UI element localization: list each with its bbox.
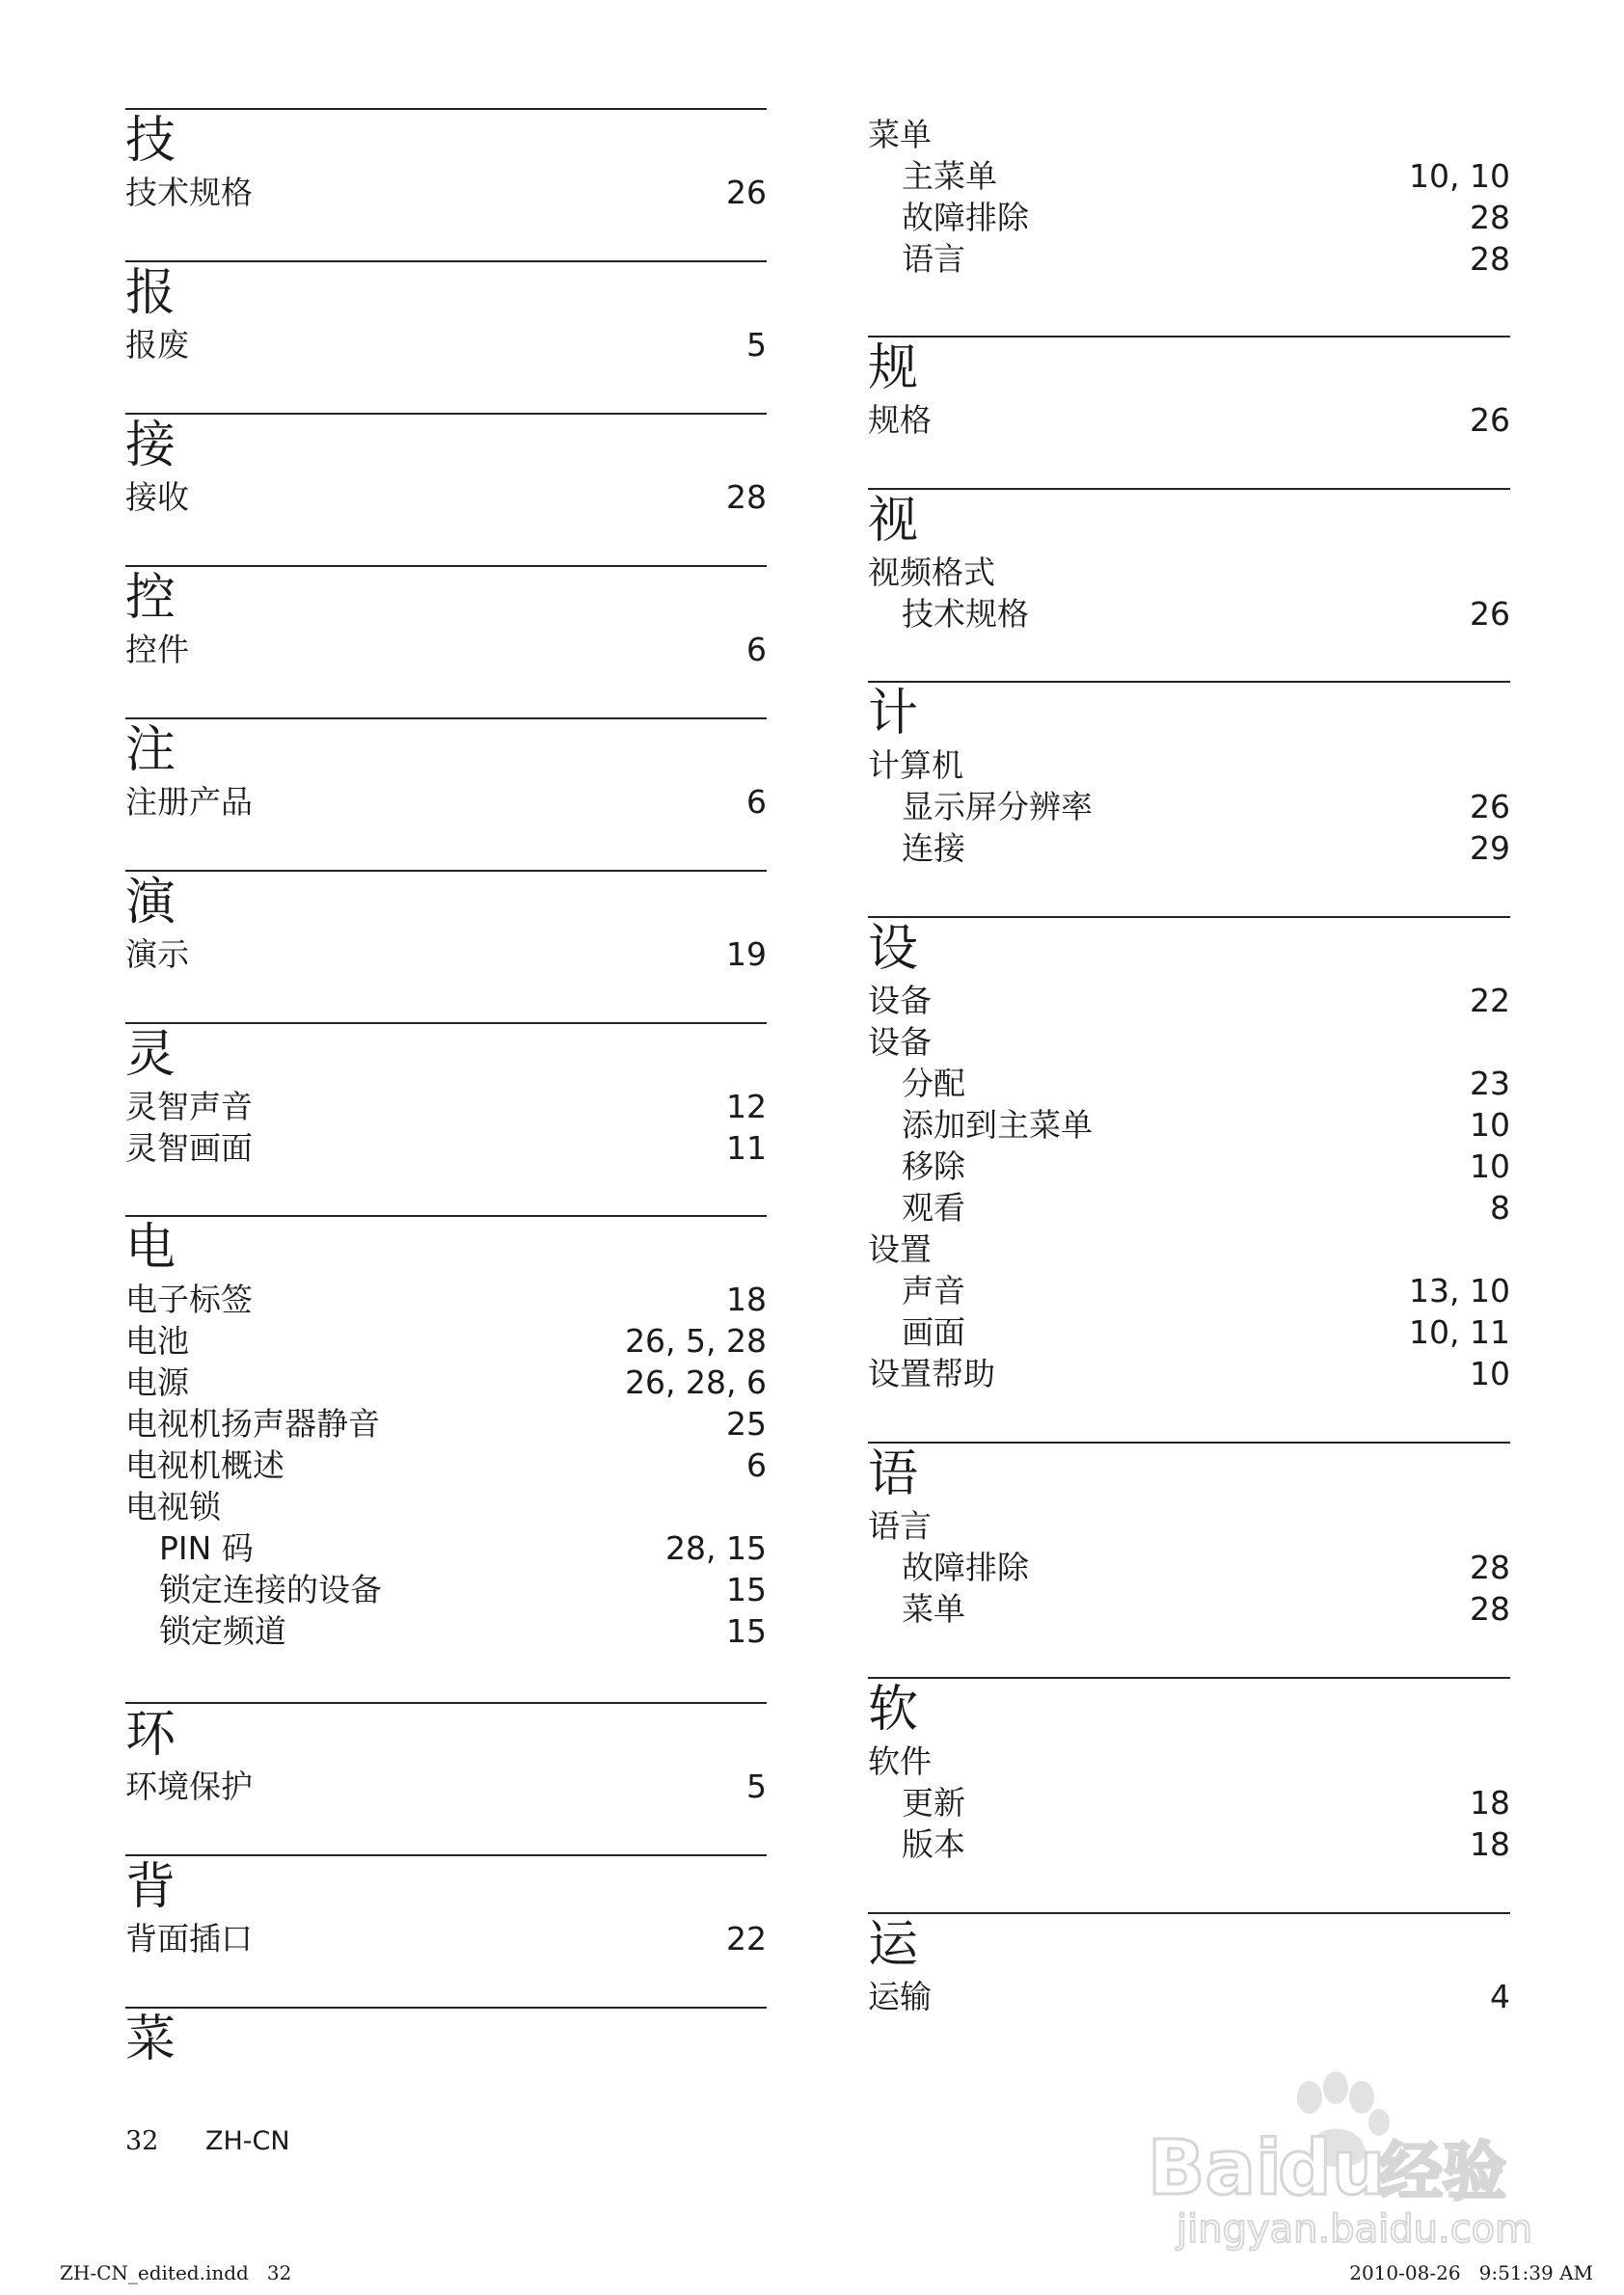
index-entry [125,1766,767,1807]
entry-term: 移除 [902,1148,965,1185]
entry-pages: 22 [1470,982,1510,1019]
watermark-url: jingyan.baidu.com [1177,2207,1533,2252]
entry-term: 电池 [125,1322,189,1360]
entry-pages: 26 [1470,595,1510,633]
index-subentry [868,197,1510,238]
entry-term: 锁定连接的设备 [159,1571,382,1608]
entry-term: 设备 [868,1023,932,1061]
index-group [125,1215,767,1702]
entry-term: 连接 [902,829,965,867]
entry-term: 锁定频道 [159,1612,286,1650]
entry-term: 背面插口 [125,1920,253,1958]
index-group [868,114,1510,336]
index-subentry [868,238,1510,280]
group-letter: 背 [125,1858,176,1916]
index-entry [868,1505,1510,1547]
entry-term: 语言 [902,240,965,278]
entry-pages: 10 [1470,1355,1510,1392]
index-subentry [868,155,1510,197]
entry-term: 语言 [868,1507,932,1545]
entry-term: 添加到主菜单 [902,1106,1093,1144]
entry-pages: 26 [726,174,767,211]
index-group [125,1022,767,1215]
entry-pages: 4 [1490,1978,1510,2015]
index-group [125,717,767,870]
entry-term: 更新 [902,1784,965,1822]
entry-pages: 10, 10 [1409,157,1510,195]
index-subentry [868,1782,1510,1823]
entry-term: 画面 [902,1313,965,1351]
index-entry [125,1403,767,1444]
print-slug-date: 2010-08-26 9:51:39 AM [1349,2261,1593,2284]
index-entry [868,744,1510,786]
entry-pages: 5 [746,1768,767,1805]
index-entry [125,1127,767,1169]
entry-pages: 8 [1490,1189,1510,1227]
group-letter: 软 [868,1681,919,1739]
entry-term: 电视锁 [125,1488,221,1526]
entry-pages: 11 [726,1129,767,1167]
entry-term: 设置 [868,1230,932,1268]
watermark-text-bai: Bai [1148,2125,1282,2212]
language-code: ZH-CN [204,2126,290,2156]
group-letter: 控 [125,569,176,627]
group-letter: 菜 [125,2011,176,2068]
entry-term: 分配 [902,1065,965,1102]
index-group [125,565,767,717]
index-subentry [868,827,1510,869]
index-group [125,1702,767,1854]
index-group [125,413,767,565]
index-group [868,336,1510,488]
entry-pages: 28 [1470,1590,1510,1628]
index-group [125,260,767,413]
index-subentry [125,1569,767,1610]
entry-term: 故障排除 [902,1549,1029,1586]
entry-term: 电子标签 [125,1281,253,1318]
index-subentry [868,786,1510,827]
entry-pages: 6 [746,631,767,668]
entry-pages: 10 [1470,1106,1510,1144]
index-entry [125,1486,767,1527]
entry-term: 电视机扬声器静音 [125,1405,380,1443]
index-group [125,870,767,1022]
entry-term: PIN 码 [159,1529,254,1567]
index-entry [125,1362,767,1403]
index-entry [125,1320,767,1362]
entry-pages: 23 [1470,1065,1510,1102]
entry-term: 规格 [868,401,932,439]
index-entry [868,1228,1510,1270]
index-entry [125,933,767,975]
entry-pages: 22 [726,1920,767,1958]
group-letter: 灵 [125,1026,176,1084]
entry-pages: 26 [1470,788,1510,825]
index-subentry [868,593,1510,634]
entry-term: 菜单 [902,1590,965,1628]
entry-term: 环境保护 [125,1768,253,1805]
entry-pages: 15 [726,1571,767,1608]
index-entry [125,172,767,213]
index-group [868,1442,1510,1677]
index-entry [125,1444,767,1486]
entry-pages: 28, 15 [665,1529,767,1567]
print-slug-file: ZH-CN_edited.indd 32 [60,2261,292,2284]
watermark-text-jingyan: 经验 [1379,2135,1506,2209]
entry-pages: 28 [1470,199,1510,236]
entry-term: 控件 [125,631,189,668]
index-group [868,681,1510,916]
index-entry [125,476,767,518]
group-letter: 电 [125,1219,176,1277]
entry-term: 注册产品 [125,783,253,821]
index-entry [868,552,1510,593]
index-group [125,108,767,260]
watermark-text-du: du [1278,2125,1386,2212]
entry-pages: 12 [726,1088,767,1125]
entry-term: 观看 [902,1189,965,1227]
index-group [125,2007,767,2084]
entry-term: 运输 [868,1978,932,2015]
entry-pages: 6 [746,1446,767,1484]
index-subentry [868,1187,1510,1228]
entry-term: 声音 [902,1272,965,1310]
index-group [868,488,1510,681]
group-letter: 报 [125,264,176,322]
group-letter: 接 [125,417,176,474]
page-footer [125,2126,290,2156]
entry-term: 接收 [125,478,189,516]
entry-term: 设备 [868,982,932,1019]
index-subentry [868,1146,1510,1187]
index-subentry [868,1063,1510,1104]
group-letter: 演 [125,874,176,932]
index-entry [125,1918,767,1959]
group-letter: 注 [125,721,176,779]
index-group [125,1854,767,2007]
index-entry [125,781,767,823]
index-subentry [868,1104,1510,1146]
entry-term: 灵智声音 [125,1088,253,1125]
entry-pages: 5 [746,326,767,364]
group-letter: 计 [868,685,919,742]
index-entry [125,1086,767,1127]
index-subentry [868,1311,1510,1353]
group-letter: 设 [868,920,919,978]
index-subentry [868,1823,1510,1865]
group-letter: 环 [125,1706,176,1764]
entry-term: 版本 [902,1825,965,1863]
entry-term: 故障排除 [902,199,1029,236]
index-group [868,1912,1510,2047]
entry-term: 菜单 [868,116,932,153]
entry-pages: 28 [1470,1549,1510,1586]
group-letter: 视 [868,492,919,550]
page-number: 32 [125,2126,159,2156]
group-letter: 规 [868,339,919,397]
entry-term: 技术规格 [125,174,253,211]
index-subentry [868,1588,1510,1630]
entry-pages: 26, 5, 28 [625,1322,767,1360]
index-entry [125,1279,767,1320]
index-column-right [868,114,1510,2047]
entry-pages: 10, 11 [1409,1313,1510,1351]
entry-pages: 10 [1470,1148,1510,1185]
baidu-watermark [1138,2059,1543,2252]
index-entry [868,1741,1510,1782]
index-entry [125,324,767,365]
index-entry [868,399,1510,441]
entry-term: 演示 [125,935,189,973]
entry-term: 显示屏分辨率 [902,788,1093,825]
entry-pages: 18 [726,1281,767,1318]
index-subentry [125,1610,767,1652]
entry-pages: 13, 10 [1409,1272,1510,1310]
group-letter: 语 [868,1445,919,1503]
index-entry [868,1021,1510,1063]
entry-pages: 28 [1470,240,1510,278]
entry-pages: 28 [726,478,767,516]
index-group [868,916,1510,1442]
entry-pages: 25 [726,1405,767,1443]
group-letter: 技 [125,112,176,170]
entry-term: 主菜单 [902,157,997,195]
index-entry [125,629,767,670]
index-column-left [125,108,767,2084]
index-subentry [868,1270,1510,1311]
entry-pages: 18 [1470,1825,1510,1863]
entry-term: 电视机概述 [125,1446,284,1484]
index-entry [868,114,1510,155]
entry-term: 技术规格 [902,595,1029,633]
entry-pages: 18 [1470,1784,1510,1822]
entry-pages: 26 [1470,401,1510,439]
entry-pages: 29 [1470,829,1510,867]
entry-pages: 6 [746,783,767,821]
entry-pages: 15 [726,1612,767,1650]
index-entry [868,1353,1510,1394]
entry-pages: 26, 28, 6 [625,1364,767,1401]
entry-term: 电源 [125,1364,189,1401]
entry-term: 计算机 [868,746,963,784]
index-subentry [125,1527,767,1569]
entry-term: 视频格式 [868,554,995,591]
index-entry [868,1976,1510,2017]
group-letter: 运 [868,1916,919,1974]
entry-term: 软件 [868,1742,932,1780]
index-subentry [868,1547,1510,1588]
index-entry [868,980,1510,1021]
entry-term: 报废 [125,326,189,364]
entry-pages: 19 [726,935,767,973]
entry-term: 设置帮助 [868,1355,995,1392]
entry-term: 灵智画面 [125,1129,253,1167]
index-group [868,1677,1510,1912]
